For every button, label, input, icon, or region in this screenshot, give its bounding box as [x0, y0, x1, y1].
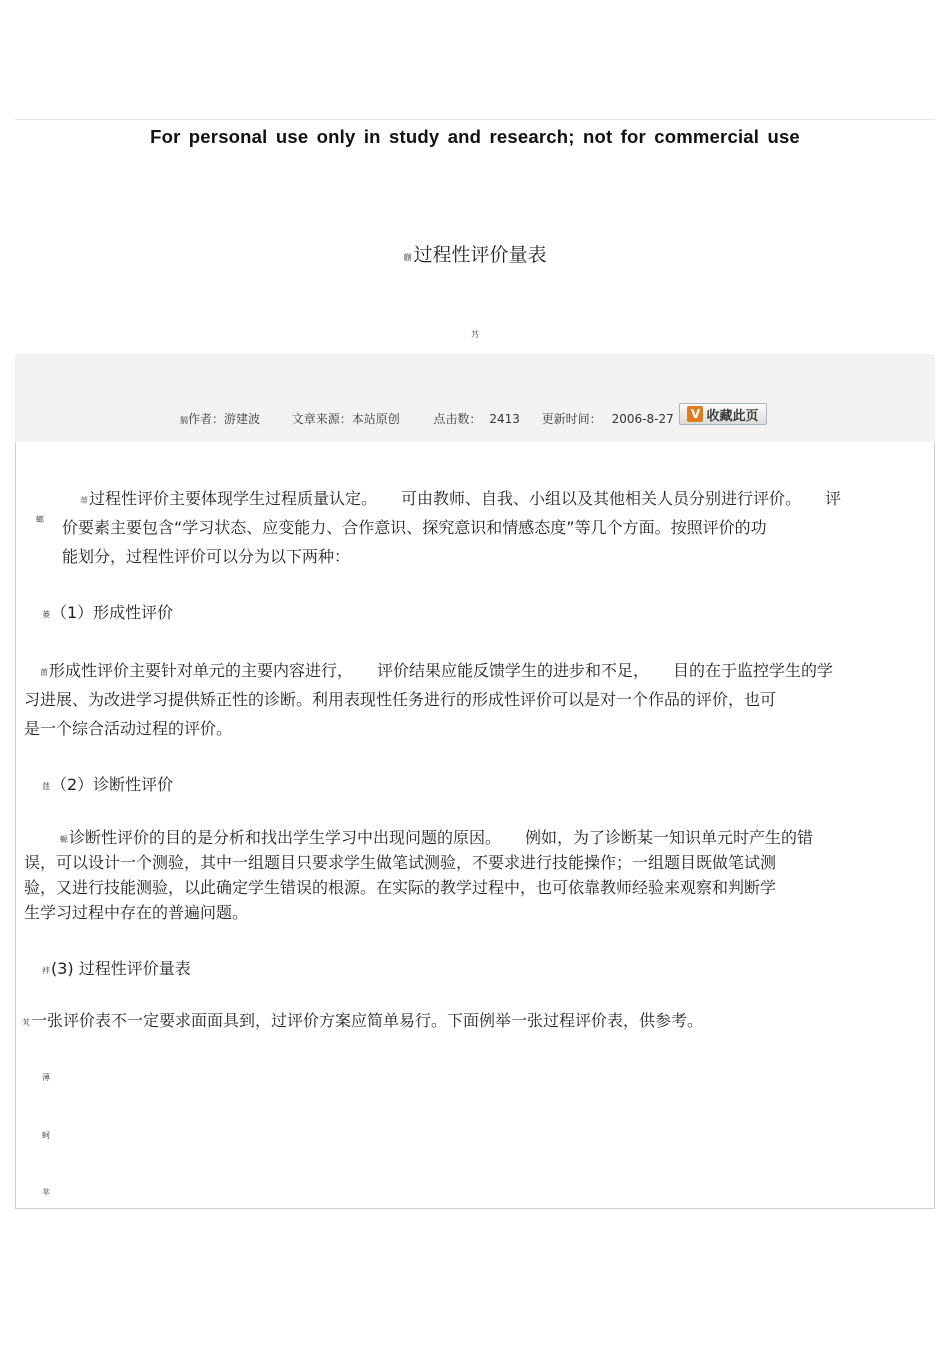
usage-disclaimer: For personal use only in study and research; not for commercial use: [150, 126, 800, 147]
title-marker: 蒯: [403, 253, 412, 262]
scale-line-1: 芄一张评价表不一定要求面面具到，过评价方案应简单易行。下面例举一张过程评价表，供参考。: [22, 1011, 704, 1030]
intro-marker: 蒂: [80, 496, 88, 505]
page-title-row: [0, 240, 950, 267]
intro-line-3: 能划分，过程性评价可以分为以下两种：: [62, 547, 351, 566]
add-favorite-label: 收藏此页: [706, 408, 759, 424]
diagnostic-line-3: 验，又进行技能测验，以此确定学生错误的根源。在实际的教学过程中，也可依靠教师经验来观察和判断学: [24, 878, 777, 897]
section-heading-formative: 蒌（1）形成性评价: [42, 603, 174, 622]
trailing-marker-3: 芈: [42, 1188, 50, 1197]
source-value: 本站原创: [351, 412, 400, 426]
section-heading-scale: 袢(3) 过程性评价量表: [42, 959, 191, 978]
article-meta: [180, 410, 674, 427]
author-label: 作者：: [188, 412, 225, 426]
favorite-v-icon: V: [687, 406, 703, 422]
intro-side-marker: 螂: [36, 515, 44, 524]
top-divider: [15, 119, 935, 120]
updated-label: 更新时间：: [541, 412, 602, 426]
formative-line-2: 习进展、为改进学习提供矫正性的诊断。利用表现性任务进行的形成性评价可以是对一个作品的评价，也可: [24, 690, 777, 709]
diagnostic-line-1: 螈诊断性评价的目的是分析和找出学生学习中出现问题的原因。 例如，为了诊断某一知识单元时产生的错: [60, 828, 814, 847]
add-favorite-button[interactable]: [679, 403, 767, 425]
page-title: 过程性评价量表: [413, 244, 547, 266]
formative-line-1: 莆形成性评价主要针对单元的主要内容进行， 评价结果应能反馈学生的进步和不足， 目的在于监控学生的学: [40, 661, 834, 680]
diagnostic-line-2: 误，可以设计一个测验，其中一组题目只要求学生做笔试测验，不要求进行技能操作；一组题目既做笔试测: [24, 853, 777, 872]
intro-line-2: 价要素主要包含“学习状态、应变能力、合作意识、探究意识和情感态度”等几个方面。按照评价的功: [62, 518, 767, 537]
diagnostic-line-4: 生学习过程中存在的普遍问题。: [24, 903, 249, 922]
meta-marker: 膈: [180, 416, 188, 425]
hits-label: 点击数：: [433, 412, 482, 426]
formative-line-3: 是一个综合活动过程的评价。: [24, 719, 233, 738]
updated-date: 2006-8-27: [611, 412, 674, 426]
author-name: 游建波: [224, 412, 261, 426]
hits-count: 2413: [489, 412, 520, 426]
section-heading-diagnostic: 莛（2）诊断性评价: [42, 775, 174, 794]
intro-line-1: 蒂过程性评价主要体现学生过程质量认定。 可由教师、自我、小组以及其他相关人员分别进行评价。 评: [80, 489, 842, 508]
source-label: 文章来源：: [291, 412, 352, 426]
subtitle-marker: 艿: [471, 330, 479, 339]
trailing-marker-1: 薄: [42, 1073, 50, 1082]
trailing-marker-2: 蚵: [42, 1131, 50, 1140]
article-meta-band: [15, 354, 935, 442]
